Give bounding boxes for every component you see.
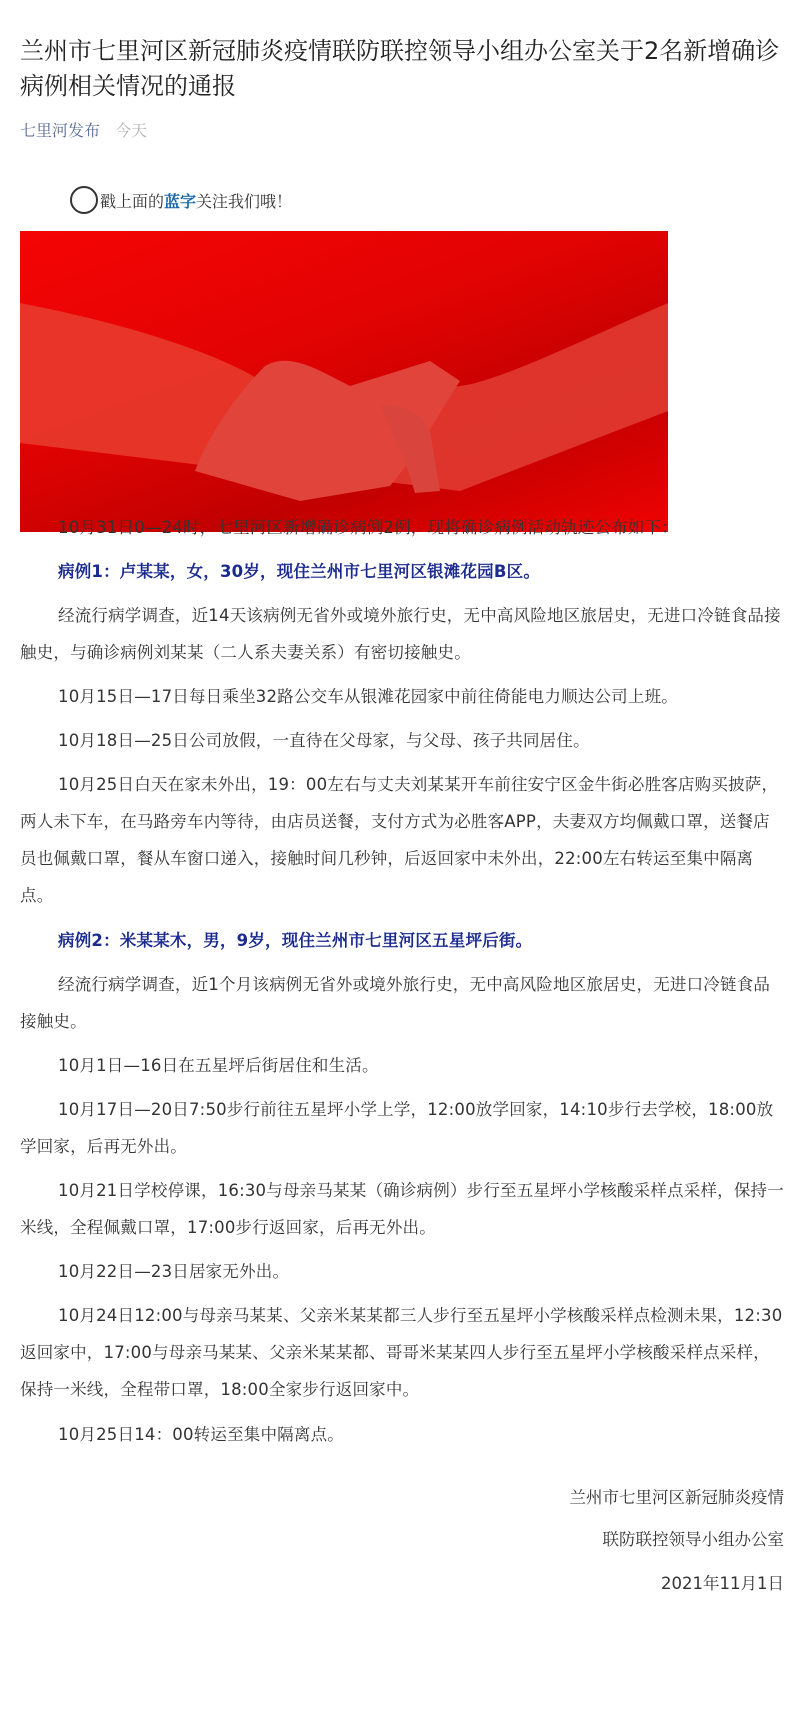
paragraph: 10月24日12:00与母亲马某某、父亲米某某都三人步行至五星坪小学核酸采样点检测未果，12:30返回家中，17:00与母亲马某某、父亲米某某都、哥哥米某某四人步行至五星坪小学核酸采样点采样，保持一米线，全程带口罩，18:00全家步行返回家中。 [20, 1306, 783, 1399]
paragraph: 10月22日—23日居家无外出。 [58, 1262, 290, 1281]
article-title: 兰州市七里河区新冠肺炎疫情联防联控领导小组办公室关于2名新增确诊病例相关情况的通报 [20, 37, 780, 100]
case-2-heading: 病例2：米某某木，男，9岁，现住兰州市七里河区五星坪后街。 [58, 931, 533, 950]
paragraph: 经流行病学调查，近1个月该病例无省外或境外旅行史，无中高风险地区旅居史，无进口冷链食品接触史。 [20, 975, 771, 1031]
paragraph: 10月18日—25日公司放假，一直待在父母家，与父母、孩子共同居住。 [58, 731, 590, 750]
circle-icon [70, 186, 98, 214]
follow-highlight: 蓝字 [164, 191, 197, 211]
handshake-image [20, 231, 668, 532]
follow-suffix: 关注我们哦！ [196, 191, 293, 211]
paragraph: 10月17日—20日7:50步行前往五星坪小学上学，12:00放学回家，14:10步行去学校，18:00放学回家，后再无外出。 [20, 1100, 774, 1156]
case-1-heading: 病例1：卢某某，女，30岁，现住兰州市七里河区银滩花园B区。 [58, 562, 541, 581]
follow-prefix: 戳上面的 [100, 191, 165, 211]
signature-date: 2021年11月1日 [661, 1574, 784, 1593]
paragraph: 10月1日—16日在五星坪后街居住和生活。 [58, 1056, 379, 1075]
paragraph: 10月21日学校停课，16:30与母亲马某某（确诊病例）步行至五星坪小学核酸采样点采样，保持一米线，全程佩戴口罩，17:00步行返回家，后再无外出。 [20, 1181, 784, 1237]
paragraph: 10月31日0—24时，七里河区新增确诊病例2例，现将确诊病例活动轨迹公布如下： [58, 518, 678, 537]
follow-prompt [70, 184, 292, 216]
paragraph: 10月25日白天在家未外出，19：00左右与丈夫刘某某开车前往安宁区金牛街必胜客店购买披萨，两人未下车，在马路旁车内等待，由店员送餐，支付方式为必胜客APP，夫妻双方均佩戴口罩，送餐店员也佩戴口罩，餐从车窗口递入，接触时间几秒钟，后返回家中未外出，22:00左右转运至集中隔离点。 [20, 775, 779, 905]
signature-line-1: 兰州市七里河区新冠肺炎疫情 [569, 1488, 784, 1507]
paragraph: 10月25日14：00转运至集中隔离点。 [58, 1425, 344, 1444]
publish-date: 今天 [115, 121, 148, 140]
paragraph: 经流行病学调查，近14天该病例无省外或境外旅行史，无中高风险地区旅居史，无进口冷链食品接触史，与确诊病例刘某某（二人系夫妻关系）有密切接触史。 [20, 606, 781, 662]
article-meta [20, 120, 147, 142]
handshake-illustration [20, 231, 668, 532]
author-link[interactable]: 七里河发布 [20, 121, 101, 140]
paragraph: 10月15日—17日每日乘坐32路公交车从银滩花园家中前往倚能电力顺达公司上班。 [58, 687, 678, 706]
signature-line-2: 联防联控领导小组办公室 [602, 1530, 784, 1549]
